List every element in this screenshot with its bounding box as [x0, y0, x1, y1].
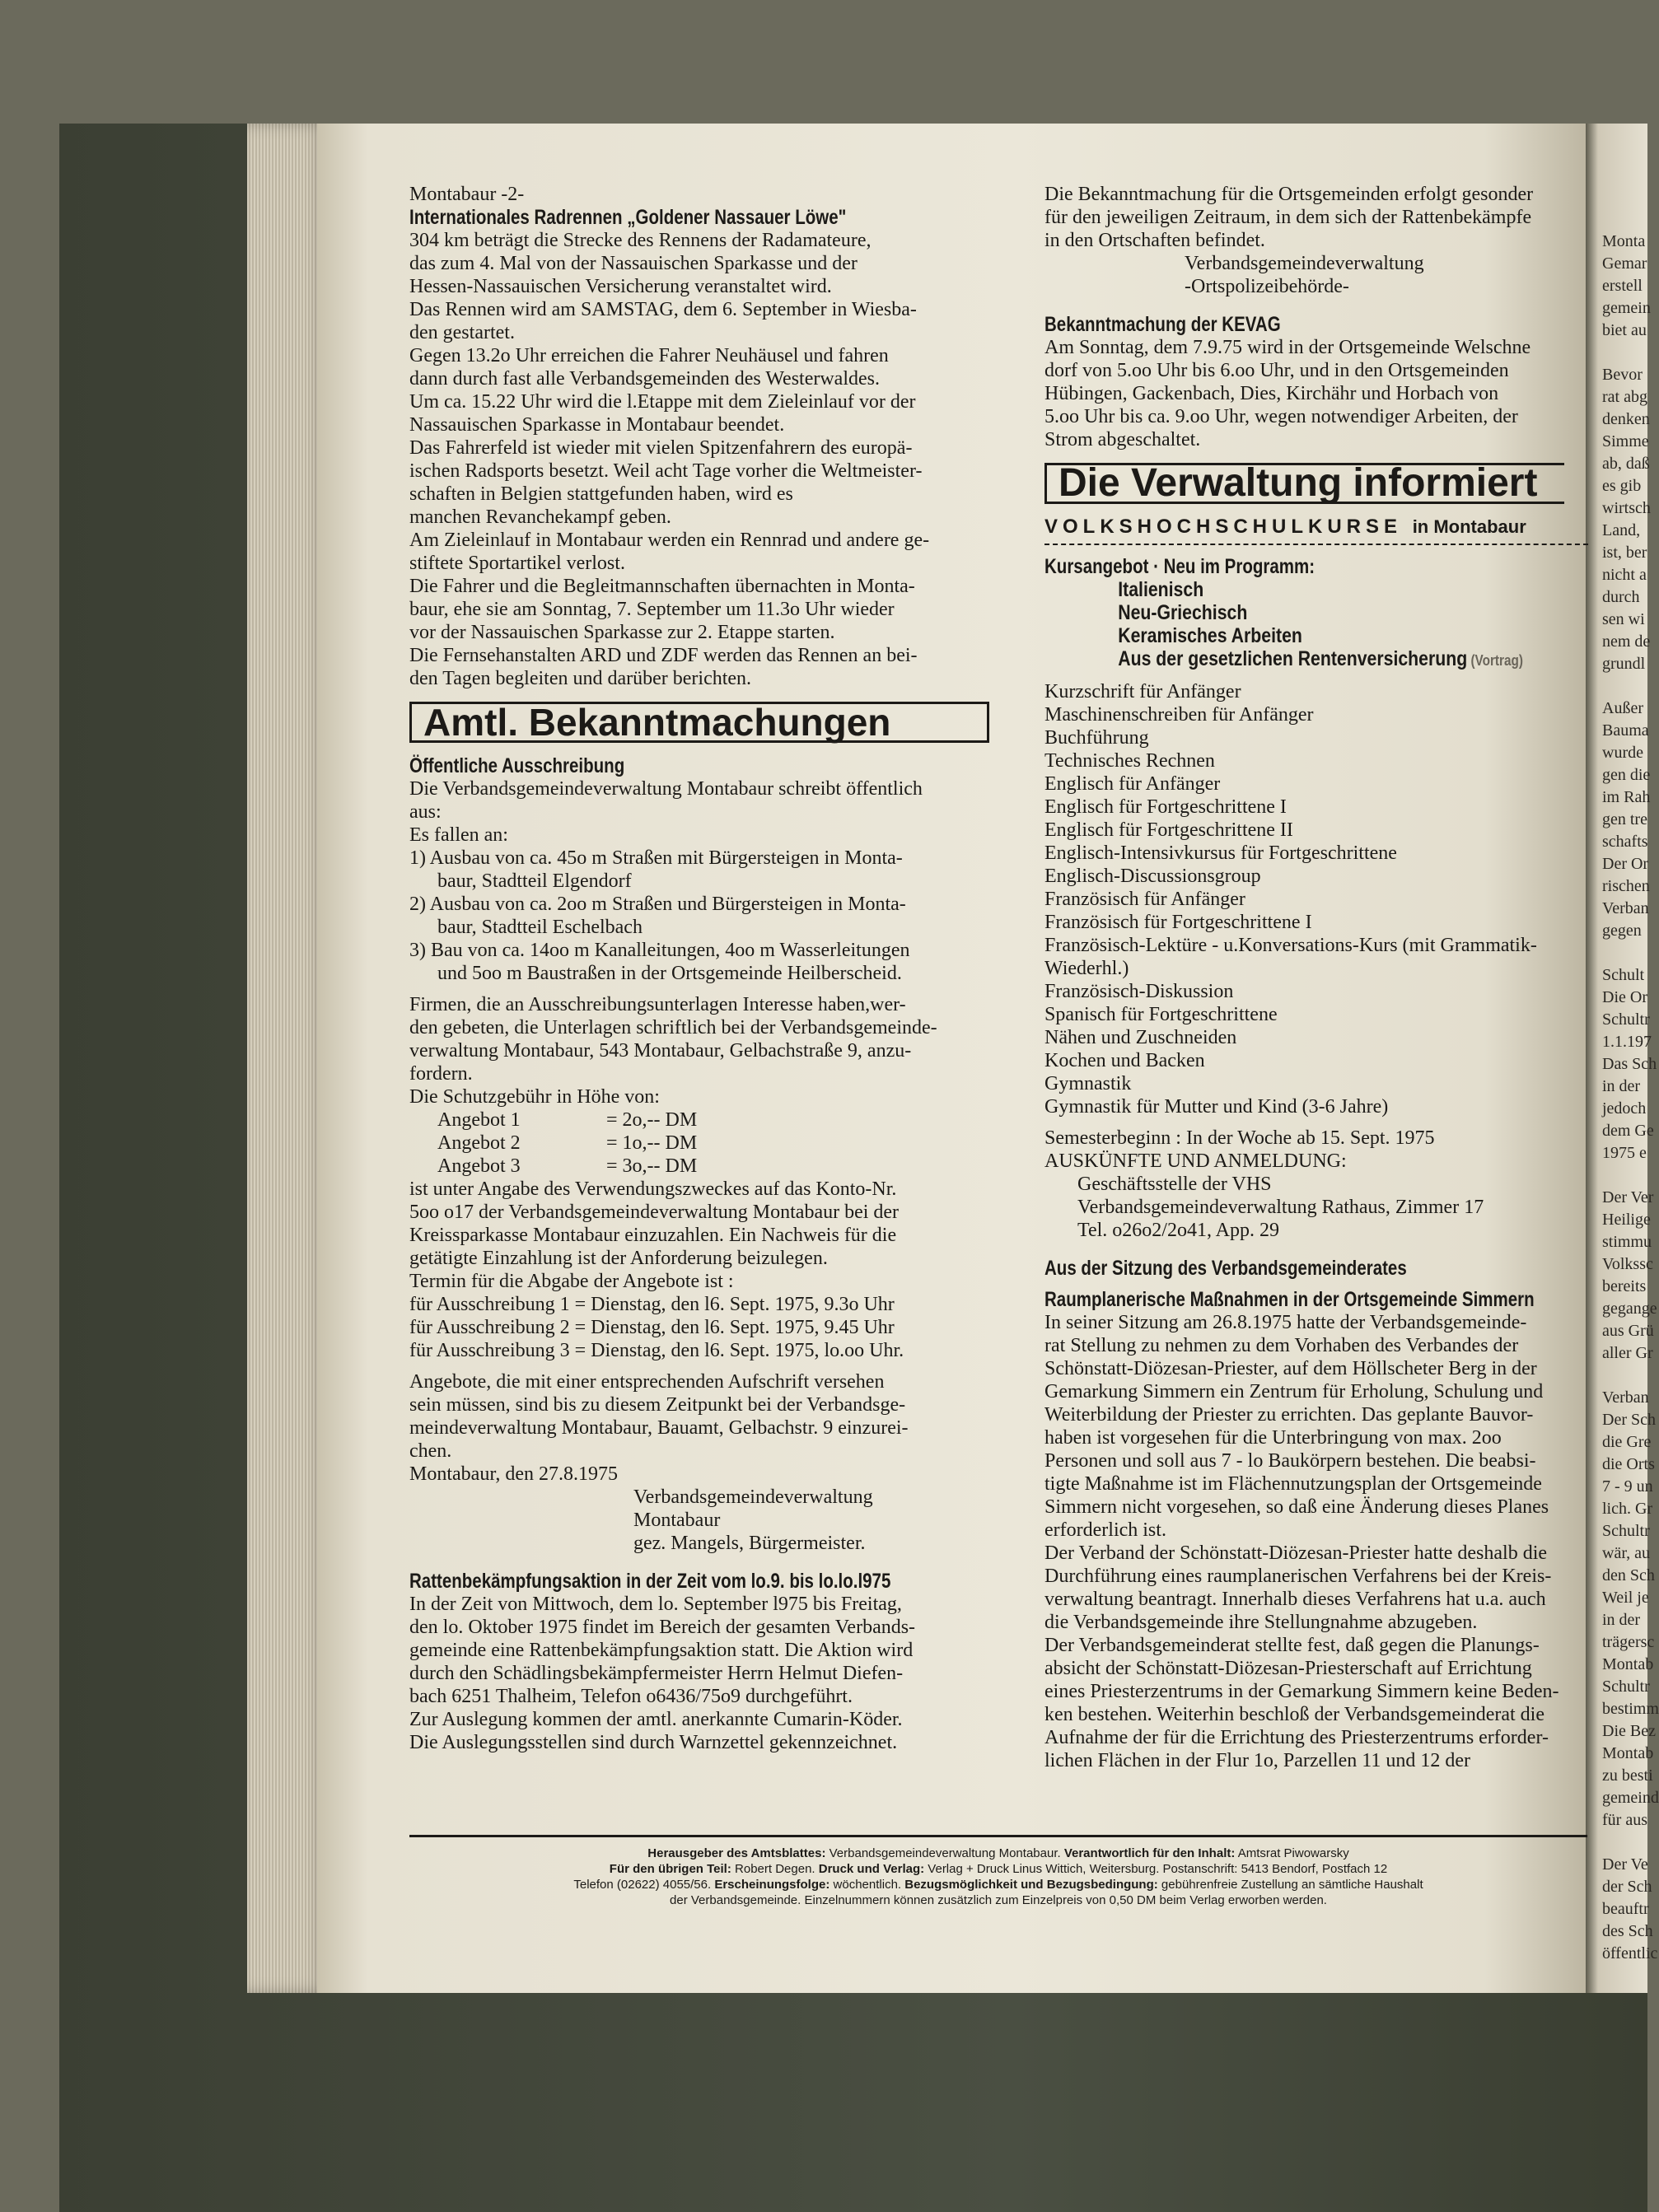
next-page-line: sen wi: [1602, 610, 1645, 628]
text-line: manchen Revanchekampf geben.: [409, 506, 671, 528]
section-box-verwaltung: Die Verwaltung informiert: [1044, 463, 1564, 504]
text-line: In der Zeit von Mittwoch, dem lo. September l975 bis Freitag,: [409, 1594, 902, 1615]
spacer: [1044, 1280, 1588, 1288]
next-page-line: aller Gr: [1602, 1344, 1653, 1362]
next-page-line: [1602, 1365, 1647, 1387]
next-page-line: [1602, 942, 1647, 964]
next-page-line: Gemar: [1602, 254, 1647, 273]
text-line: Tel. o26o2/2o41, App. 29: [1077, 1220, 1279, 1241]
vhs-header: [1044, 516, 1588, 545]
next-page-line: Verban: [1602, 1388, 1649, 1407]
text-line: 304 km beträgt die Strecke des Rennens der Radamateure,: [409, 230, 872, 251]
text-line: fordern.: [409, 1063, 473, 1085]
text-line: Kochen und Backen: [1044, 1050, 1205, 1071]
race-article: [409, 229, 1011, 690]
next-page-line: Das Sch: [1602, 1055, 1657, 1073]
next-page-line: Land,: [1602, 521, 1641, 539]
next-page-line: die Gre: [1602, 1433, 1652, 1451]
text-line: Strom abgeschaltet.: [1044, 429, 1201, 450]
running-head: Montabaur -2-: [409, 184, 525, 205]
text-line: Gegen 13.2o Uhr erreichen die Fahrer Neuhäusel und fahren: [409, 345, 889, 366]
next-page-line: Die Or: [1602, 988, 1647, 1006]
text-line: den lo. Oktober 1975 findet im Bereich der gesamten Verbands-: [409, 1617, 916, 1638]
text-line: chen.: [409, 1440, 452, 1462]
sitzung-title: Aus der Sitzung des Verbandsgemeinderates: [1044, 1257, 1407, 1280]
text-line: für Ausschreibung 2 = Dienstag, den l6. Sept. 1975, 9.45 Uhr: [409, 1317, 895, 1338]
kurs-vortrag-note: (Vortrag): [1467, 652, 1523, 669]
kurs-new-label: Italienisch: [1118, 578, 1204, 601]
text-line: Verbandsgemeindeverwaltung: [633, 1486, 873, 1508]
next-page-line: im Rah: [1602, 788, 1651, 806]
text-line: gez. Mangels, Bürgermeister.: [633, 1533, 866, 1554]
next-page-line: bestimm: [1602, 1700, 1659, 1718]
impressum: [409, 1835, 1587, 1908]
next-page-line: öffentlic: [1602, 1944, 1658, 1962]
text-line: Geschäftsstelle der VHS: [1077, 1174, 1272, 1195]
next-page-line: Der Ver: [1602, 1188, 1654, 1206]
next-page-line: Montab: [1602, 1744, 1654, 1762]
next-page-line: wurde: [1602, 744, 1643, 762]
next-page-line: Volkssc: [1602, 1255, 1653, 1273]
kurs-list: [1044, 680, 1588, 1118]
text-line: Angebote, die mit einer entsprechenden Aufschrift versehen: [409, 1371, 885, 1393]
ausschreibung-item-line: 3) Bau von ca. 14oo m Kanalleitungen, 4oo m Wasserleitungen: [409, 940, 910, 961]
auskunft-list: [1044, 1173, 1588, 1242]
text-line: -Ortspolizeibehörde-: [1185, 276, 1349, 297]
text-line: Englisch-Discussionsgroup: [1044, 866, 1261, 887]
next-page-line: Schult: [1602, 966, 1645, 984]
text-line: den gebeten, die Unterlagen schriftlich bei der Verbandsgemeinde-: [409, 1017, 937, 1038]
text-line: erforderlich ist.: [1044, 1519, 1166, 1541]
vhs-suffix: in Montabaur: [1412, 516, 1526, 537]
text-line: ischen Radsports besetzt. Weil acht Tage vorher die Weltmeister-: [409, 460, 923, 482]
angebot-value: = 2o,-- DM: [606, 1109, 698, 1131]
ausschreibung-items: [409, 847, 1011, 985]
rat-title: Rattenbekämpfungsaktion in der Zeit vom lo.9. bis lo.lo.l975: [409, 1570, 891, 1593]
impressum-label: Erscheinungsfolge:: [714, 1878, 830, 1892]
text-line: Englisch-Intensivkursus für Fortgeschrittene: [1044, 842, 1397, 864]
impressum-value: Amtsrat Piwowarsky: [1237, 1846, 1349, 1860]
kurs-new-item: [1044, 578, 1507, 601]
ausschreibung-signature: [409, 1486, 1011, 1555]
ausschreibung-firms: [409, 993, 1011, 1108]
ausschreibung-item-line: 1) Ausbau von ca. 45o m Straßen mit Bürgersteigen in Monta-: [409, 847, 903, 869]
text-line: Zur Auslegung kommen der amtl. anerkannte Cumarin-Köder.: [409, 1709, 903, 1730]
text-line: Französisch-Diskussion: [1044, 981, 1234, 1002]
text-line: Simmern nicht vorgesehen, so daß eine Änderung dieses Planes: [1044, 1496, 1549, 1518]
next-page-line: [1602, 675, 1647, 698]
next-page-line: Weil je: [1602, 1589, 1649, 1607]
angebot-row: [437, 1155, 1011, 1178]
rat-continuation: [1044, 183, 1588, 252]
text-line: den gestartet.: [409, 322, 515, 343]
text-line: meindeverwaltung Montabaur, Bauamt, Gelbachstr. 9 einzurei-: [409, 1417, 909, 1439]
text-line: für Ausschreibung 1 = Dienstag, den l6. Sept. 1975, 9.3o Uhr: [409, 1294, 895, 1315]
next-page-line: es gib: [1602, 477, 1642, 495]
next-page-line: die Orts: [1602, 1455, 1655, 1473]
text-line: Die Verbandsgemeindeverwaltung Montabaur schreibt öffentlich: [409, 778, 923, 800]
next-page-line: nicht a: [1602, 566, 1647, 584]
text-line: Englisch für Fortgeschrittene I: [1044, 796, 1287, 818]
next-page-line: wär, au: [1602, 1544, 1651, 1562]
text-line: Termin für die Abgabe der Angebote ist :: [409, 1271, 734, 1292]
spacer: [409, 1362, 1011, 1370]
text-line: Technisches Rechnen: [1044, 750, 1215, 772]
impressum-label: Bezugsmöglichkeit und Bezugsbedingung:: [904, 1878, 1158, 1892]
next-page-line: trägersc: [1602, 1633, 1655, 1651]
text-line: Spanisch für Fortgeschrittene: [1044, 1004, 1278, 1025]
text-line: die Verbandsgemeinde ihre Stellungnahme abzugeben.: [1044, 1612, 1478, 1633]
text-line: gemeinde eine Rattenbekämpfungsaktion statt. Die Aktion wird: [409, 1640, 914, 1661]
kevag-title: Bekanntmachung der KEVAG: [1044, 313, 1281, 336]
text-line: haben ist vorgesehen für die Unterbringung von max. 2oo: [1044, 1427, 1502, 1449]
next-page-line: lich. Gr: [1602, 1500, 1653, 1518]
text-line: sein müssen, sind bis zu diesem Zeitpunkt bei der Verbandsge-: [409, 1394, 906, 1416]
next-page-line: gemein: [1602, 299, 1651, 317]
vhs-title: VOLKSHOCHSCHULKURSE: [1044, 516, 1403, 538]
angebot-label: Angebot 2: [437, 1132, 521, 1154]
next-page-line: Montab: [1602, 1655, 1654, 1673]
next-page-line: gegange: [1602, 1300, 1657, 1318]
impressum-label: Verantwortlich für den Inhalt:: [1063, 1846, 1236, 1860]
next-page-line: ab, daß: [1602, 455, 1650, 473]
text-line: Französisch-Lektüre - u.Konversations-Kurs (mit Grammatik-: [1044, 935, 1537, 956]
impressum-value: Robert Degen.: [735, 1862, 815, 1876]
next-page-line: biet au: [1602, 321, 1647, 339]
semester-begin: Semesterbeginn : In der Woche ab 15. Sept. 1975: [1044, 1127, 1435, 1149]
next-page-line: Verban: [1602, 899, 1649, 917]
text-line: Die Schutzgebühr in Höhe von:: [409, 1086, 660, 1108]
text-line: bach 6251 Thalheim, Telefon o6436/75o9 durchgeführt.: [409, 1686, 853, 1707]
next-page-line: dem Ge: [1602, 1122, 1654, 1140]
text-line: Personen und soll aus 7 - lo Baukörpern bestehen. Die beabsi-: [1044, 1450, 1536, 1472]
next-page-line: Schultr: [1602, 1678, 1650, 1696]
next-page-line: gemeind: [1602, 1789, 1659, 1807]
text-line: ken bestehen. Weiterhin beschloß der Verbandsgemeinderat die: [1044, 1704, 1545, 1725]
text-line: tigte Maßnahme ist im Flächennutzungsplan der Ortsgemeinde: [1044, 1473, 1542, 1495]
next-page-line: gen tre: [1602, 810, 1647, 828]
impressum-label: Für den übrigen Teil:: [609, 1862, 731, 1876]
impressum-line-3: [409, 1877, 1587, 1892]
next-page-line: zu besti: [1602, 1766, 1653, 1785]
angebot-label: Angebot 3: [437, 1155, 521, 1177]
text-line: Durchführung eines raumplanerischen Verfahrens bei der Kreis-: [1044, 1566, 1552, 1587]
next-page-line: Schultr: [1602, 1522, 1650, 1540]
text-line: Nassauischen Sparkasse in Montabaur beendet.: [409, 414, 785, 436]
next-page-line: wirtsch: [1602, 499, 1651, 517]
next-page-line: des Sch: [1602, 1922, 1653, 1940]
next-page-line: durch: [1602, 588, 1640, 606]
text-line: Kreissparkasse Montabaur einzuzahlen. Ein Nachweis für die: [409, 1225, 897, 1246]
ausschreibung-item-line: baur, Stadtteil Eschelbach: [437, 917, 643, 938]
text-line: eines Priesterzentrums in der Gemarkung Simmern keine Beden-: [1044, 1681, 1559, 1702]
text-line: verwaltung beantragt. Innerhalb dieses Verfahrens hat u.a. auch: [1044, 1589, 1546, 1610]
spacer: [1044, 672, 1588, 680]
next-page-line: Monta: [1602, 232, 1646, 250]
angebot-row: [437, 1132, 1011, 1155]
next-page-line: für aus: [1602, 1811, 1647, 1829]
ausschreibung-item-line: 2) Ausbau von ca. 2oo m Straßen und Bürgersteigen in Monta-: [409, 894, 906, 915]
next-page-line: Heilige: [1602, 1211, 1651, 1229]
text-line: durch den Schädlingsbekämpfermeister Herrn Helmut Diefen-: [409, 1663, 904, 1684]
text-line: den Tagen begleiten und darüber berichten.: [409, 668, 752, 689]
text-line: vor der Nassauischen Sparkasse zur 2. Etappe starten.: [409, 622, 835, 643]
next-page-line: schafts: [1602, 833, 1648, 851]
next-page-line: in der: [1602, 1077, 1641, 1095]
text-line: das zum 4. Mal von der Nassauischen Sparkasse und der: [409, 253, 858, 274]
text-line: dorf von 5.oo Uhr bis 6.oo Uhr, und in den Ortsgemeinden: [1044, 360, 1509, 381]
section-box-amtl: Amtl. Bekanntmachungen: [409, 702, 989, 743]
impressum-value: wöchentlich.: [833, 1878, 902, 1892]
rat-article: [409, 1593, 1011, 1754]
text-line: 5.oo Uhr bis ca. 9.oo Uhr, wegen notwendiger Arbeiten, der: [1044, 406, 1518, 427]
text-line: Maschinenschreiben für Anfänger: [1044, 704, 1314, 726]
angebot-value: = 1o,-- DM: [606, 1132, 698, 1154]
next-page-line: Der Sch: [1602, 1411, 1656, 1429]
next-page-line: Der Or: [1602, 855, 1649, 873]
text-line: dann durch fast alle Verbandsgemeinden des Westerwaldes.: [409, 368, 880, 390]
text-line: Gemarkung Simmern ein Zentrum für Erholung, Schulung und: [1044, 1381, 1544, 1402]
next-page-edge: [1586, 124, 1659, 1993]
text-line: Englisch für Anfänger: [1044, 773, 1221, 795]
next-page-line: den Sch: [1602, 1566, 1655, 1584]
next-page-line: Außer: [1602, 699, 1643, 717]
next-page-line: jedoch: [1602, 1099, 1647, 1118]
impressum-label: Herausgeber des Amtsblattes:: [647, 1846, 826, 1860]
text-line: verwaltung Montabaur, 543 Montabaur, Gelbachstraße 9, anzu-: [409, 1040, 912, 1062]
text-line: ist unter Angabe des Verwendungszweckes auf das Konto-Nr.: [409, 1178, 897, 1200]
text-line: Das Rennen wird am SAMSTAG, dem 6. September in Wiesba-: [409, 299, 917, 320]
ausschreibung-payment: [409, 1178, 1011, 1362]
angebot-label: Angebot 1: [437, 1109, 521, 1131]
text-line: absicht der Schönstatt-Diözesan-Priesterschaft auf Errichtung: [1044, 1658, 1532, 1679]
kurs-new-item: [1044, 624, 1507, 647]
kurs-new-list: [1044, 578, 1588, 672]
next-page-line: Die Bez: [1602, 1722, 1656, 1740]
text-line: Am Sonntag, dem 7.9.75 wird in der Ortsgemeinde Welschne: [1044, 337, 1531, 358]
next-page-line: in der: [1602, 1611, 1641, 1629]
text-line: Firmen, die an Ausschreibungsunterlagen Interesse haben,wer-: [409, 994, 906, 1015]
next-page-line: nem de: [1602, 632, 1651, 651]
next-page-line: der Sch: [1602, 1878, 1652, 1896]
ausschreibung-item-line: und 5oo m Baustraßen in der Ortsgemeinde Heilberscheid.: [437, 963, 902, 984]
text-line: 5oo o17 der Verbandsgemeindeverwaltung Montabaur bei der: [409, 1202, 900, 1223]
next-page-line: Der Ve: [1602, 1855, 1648, 1874]
next-page-line: Schultr: [1602, 1010, 1650, 1029]
text-line: Wiederhl.): [1044, 958, 1129, 979]
next-page-line: [1602, 342, 1647, 364]
next-page-fragment: [1586, 124, 1659, 1965]
spacer: [1044, 298, 1588, 313]
text-line: für den jeweiligen Zeitraum, in dem sich der Rattenbekämpfe: [1044, 207, 1532, 228]
text-line: für Ausschreibung 3 = Dienstag, den l6. Sept. 1975, lo.oo Uhr.: [409, 1340, 904, 1361]
next-page-line: 1.1.197: [1602, 1033, 1652, 1051]
ausschreibung-title: Öffentliche Ausschreibung: [409, 754, 625, 777]
rat-continuation-signature: [1044, 252, 1588, 298]
text-line: Französisch für Fortgeschrittene I: [1044, 912, 1312, 933]
next-page-line: rischen: [1602, 877, 1650, 895]
spacer: [409, 1555, 1011, 1570]
next-page-line: gen die: [1602, 766, 1651, 784]
spacer: [1044, 1242, 1588, 1257]
ausschreibung-intro: [409, 777, 1011, 847]
next-page-line: 7 - 9 un: [1602, 1477, 1653, 1496]
text-line: Buchführung: [1044, 727, 1149, 749]
text-line: Verbandsgemeindeverwaltung Rathaus, Zimmer 17: [1077, 1197, 1484, 1218]
text-line: Montabaur: [633, 1510, 721, 1531]
next-page-line: [1602, 1164, 1647, 1187]
text-line: Französisch für Anfänger: [1044, 889, 1245, 910]
kurs-new-label: Aus der gesetzlichen Rentenversicherung: [1118, 647, 1468, 670]
raum-article: [1044, 1311, 1588, 1772]
text-line: Hübingen, Gackenbach, Dies, Kirchähr und Horbach von: [1044, 383, 1499, 404]
text-line: Englisch für Fortgeschrittene II: [1044, 819, 1293, 841]
angebot-row: [437, 1108, 1011, 1132]
spacer: [409, 985, 1011, 993]
impressum-value: Telefon (02622) 4055/56.: [573, 1878, 712, 1892]
text-line: In seiner Sitzung am 26.8.1975 hatte der Verbandsgemeinde-: [1044, 1312, 1527, 1333]
next-page-line: Bevor: [1602, 366, 1643, 384]
spacer: [1044, 1118, 1588, 1127]
text-line: lichen Flächen in der Flur 1o, Parzellen 11 und 12 der: [1044, 1750, 1470, 1771]
left-column: [409, 183, 1011, 1754]
text-line: Gymnastik: [1044, 1073, 1132, 1094]
text-line: Die Bekanntmachung für die Ortsgemeinden erfolgt gesonder: [1044, 184, 1534, 205]
next-page-line: aus Grü: [1602, 1322, 1654, 1340]
text-line: stiftete Sportartikel verlost.: [409, 553, 625, 574]
text-line: Um ca. 15.22 Uhr wird die l.Etappe mit dem Zieleinlauf vor der: [409, 391, 916, 413]
impressum-line-4: der Verbandsgemeinde. Einzelnummern können zusätzlich zum Einzelpreis von 0,50 DM beim Verlag erworben werden.: [670, 1893, 1327, 1907]
auskunft-title: AUSKÜNFTE UND ANMELDUNG:: [1044, 1150, 1347, 1172]
kurs-new-item: [1044, 601, 1507, 624]
text-line: Kurzschrift für Anfänger: [1044, 681, 1241, 702]
next-page-line: gegen: [1602, 922, 1642, 940]
kurs-new-label: Keramisches Arbeiten: [1118, 624, 1302, 647]
text-line: Das Fahrerfeld ist wieder mit vielen Spitzenfahrern des europä-: [409, 437, 913, 459]
ausschreibung-close: [409, 1370, 1011, 1486]
text-line: Die Fahrer und die Begleitmannschaften übernachten in Monta-: [409, 576, 915, 597]
angebote-list: [409, 1108, 1011, 1178]
next-page-line: beauftr: [1602, 1900, 1649, 1918]
text-line: Am Zieleinlauf in Montabaur werden ein Rennrad und andere ge-: [409, 530, 930, 551]
text-line: Die Auslegungsstellen sind durch Warnzettel gekennzeichnet.: [409, 1732, 898, 1753]
right-column: [1044, 183, 1588, 1772]
impressum-line-1: [409, 1846, 1587, 1861]
text-line: baur, ehe sie am Sonntag, 7. September um 11.3o Uhr wieder: [409, 599, 895, 620]
impressum-label: Druck und Verlag:: [818, 1862, 925, 1876]
impressum-line-2: [409, 1861, 1587, 1877]
next-page-line: 1975 e: [1602, 1144, 1647, 1162]
text-line: Weiterbildung der Priester zu errichten. Das geplante Bauvor-: [1044, 1404, 1534, 1426]
text-line: Es fallen an:: [409, 824, 508, 846]
next-page-line: erstell: [1602, 277, 1643, 295]
text-line: Aufnahme der für die Errichtung des Priesterzentrums erforder-: [1044, 1727, 1549, 1748]
text-line: Hessen-Nassauischen Versicherung veranstaltet wird.: [409, 276, 832, 297]
angebot-value: = 3o,-- DM: [606, 1155, 698, 1177]
kurs-new-label: Neu-Griechisch: [1118, 601, 1248, 624]
text-line: schaften in Belgien stattgefunden haben, wird es: [409, 483, 793, 505]
next-page-line: bereits: [1602, 1277, 1647, 1295]
next-page-line: rat abg: [1602, 388, 1647, 406]
impressum-value: Verlag + Druck Linus Wittich, Weitersburg. Postanschrift: 5413 Bendorf, Postfach 12: [928, 1862, 1388, 1876]
text-line: Verbandsgemeindeverwaltung: [1185, 253, 1424, 274]
text-line: Nähen und Zuschneiden: [1044, 1027, 1237, 1048]
kurs-new-item: [1044, 647, 1523, 672]
ausschreibung-item-line: baur, Stadtteil Elgendorf: [437, 870, 632, 892]
next-page-line: ist, ber: [1602, 544, 1647, 562]
next-page-line: [1602, 1832, 1647, 1854]
text-line: in den Ortschaften befindet.: [1044, 230, 1265, 251]
impressum-value: Verbandsgemeindeverwaltung Montabaur.: [829, 1846, 1061, 1860]
next-page-line: grundl: [1602, 655, 1646, 673]
text-line: getätigte Einzahlung ist der Anforderung beizulegen.: [409, 1248, 828, 1269]
text-line: Der Verband der Schönstatt-Diözesan-Priester hatte deshalb die: [1044, 1542, 1548, 1564]
kurs-title: Kursangebot · Neu im Programm:: [1044, 555, 1316, 578]
text-line: Gymnastik für Mutter und Kind (3-6 Jahre): [1044, 1096, 1389, 1118]
text-line: Der Verbandsgemeinderat stellte fest, daß gegen die Planungs-: [1044, 1635, 1540, 1656]
raum-title: Raumplanerische Maßnahmen in der Ortsgemeinde Simmern: [1044, 1288, 1535, 1311]
text-line: aus:: [409, 801, 442, 823]
next-page-line: denken: [1602, 410, 1650, 428]
next-page-line: Simme: [1602, 432, 1649, 450]
text-line: rat Stellung zu nehmen zu dem Vorhaben des Verbandes der: [1044, 1335, 1519, 1356]
kevag-article: [1044, 336, 1588, 451]
text-line: Montabaur, den 27.8.1975: [409, 1463, 618, 1485]
text-line: Die Fernsehanstalten ARD und ZDF werden das Rennen an bei-: [409, 645, 918, 666]
next-page-line: Bauma: [1602, 721, 1649, 740]
race-title: Internationales Radrennen „Goldener Nassauer Löwe": [409, 206, 847, 229]
next-page-line: stimmu: [1602, 1233, 1652, 1251]
impressum-value: gebührenfreie Zustellung an sämtliche Haushalt: [1161, 1878, 1423, 1892]
text-line: Schönstatt-Diözesan-Priester, auf dem Höllscheter Berg in der: [1044, 1358, 1537, 1379]
